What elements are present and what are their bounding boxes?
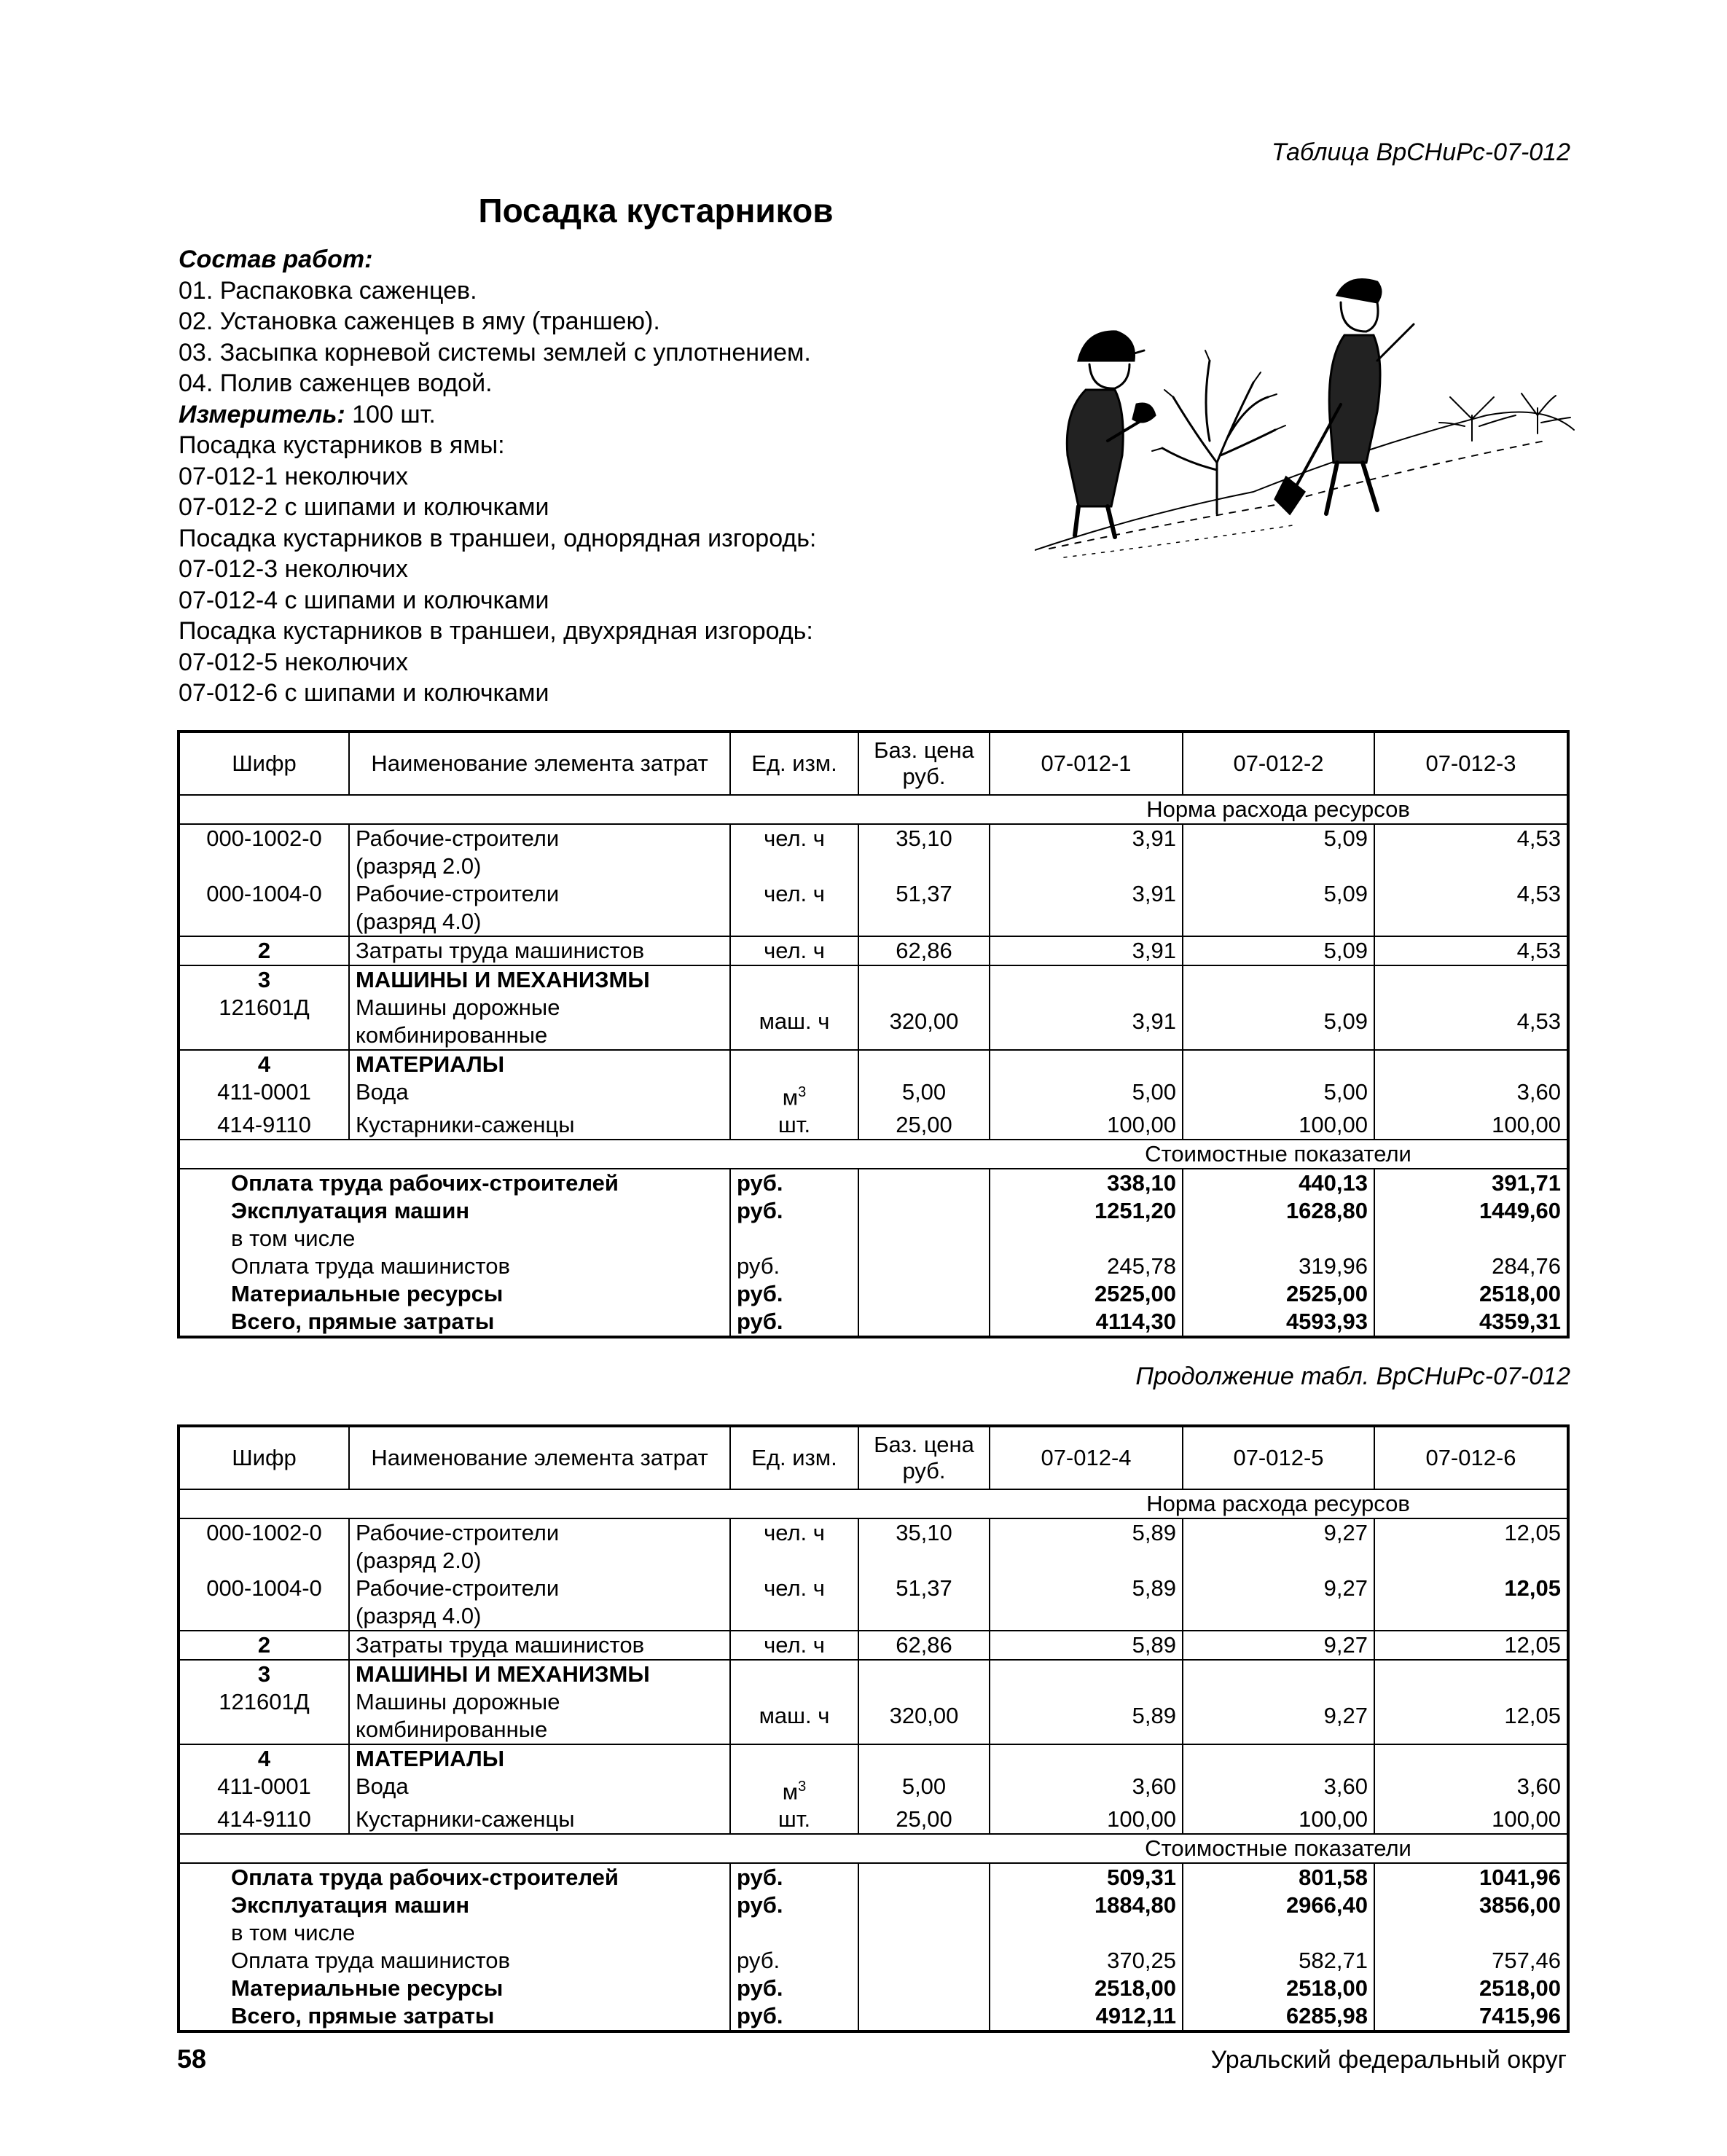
cost-row [179, 1253, 1568, 1280]
resource-code: 000-1002-0 [206, 1520, 322, 1545]
continuation-reference: Продолжение табл. ВрСНиРс-07-012 [1135, 1363, 1570, 1390]
col-header-price: Баз. цена руб. [858, 732, 990, 795]
value-cell: 2525,00 [990, 1280, 1183, 1308]
resource-name: Затраты труда машинистов [349, 1631, 730, 1660]
col-header-name: Наименование элемента затрат [349, 1426, 730, 1489]
resource-unit: чел. ч [730, 824, 858, 880]
table-row [179, 1806, 1568, 1834]
resource-price: 62,86 [858, 936, 990, 965]
cost-label: Всего, прямые затраты [231, 2003, 495, 2029]
resource-unit: чел. ч [730, 936, 858, 965]
value-cell: 9,27 [1183, 1518, 1374, 1575]
resource-unit: чел. ч [730, 1575, 858, 1631]
cost-unit: руб. [730, 1308, 858, 1337]
col-header-code: Шифр [179, 732, 349, 795]
col-header-variant: 07-012-4 [990, 1426, 1183, 1489]
table-row [179, 1518, 1568, 1575]
col-header-price: Баз. цена руб. [858, 1426, 990, 1489]
value-cell: 4593,93 [1183, 1308, 1374, 1337]
value-cell: 3,91 [990, 880, 1183, 936]
section-code: 3 [257, 967, 271, 992]
table-row [179, 936, 1568, 965]
value-cell: 7415,96 [1374, 2002, 1568, 2031]
table-row [179, 1744, 1568, 1773]
value-cell: 5,89 [990, 1688, 1183, 1744]
norm-section-label: Норма расхода ресурсов [990, 795, 1568, 824]
table-row [179, 1631, 1568, 1660]
cost-unit: руб. [730, 1280, 858, 1308]
value-cell: 582,71 [1183, 1947, 1374, 1975]
work-description [179, 244, 816, 709]
value-cell: 2525,00 [1183, 1280, 1374, 1308]
value-cell: 6285,98 [1183, 2002, 1374, 2031]
table-row [179, 1111, 1568, 1140]
value-cell: 100,00 [1374, 1111, 1568, 1140]
cost-row [179, 1892, 1568, 1919]
table-header-row [179, 1426, 1568, 1489]
variant-line: 07-012-2 с шипами и колючками [179, 493, 549, 521]
cost-label: Оплата труда рабочих-строителей [231, 1170, 619, 1196]
resource-name: Кустарники-саженцы [349, 1111, 730, 1140]
value-cell: 5,89 [990, 1631, 1183, 1660]
meter-label: Измеритель: [179, 400, 345, 428]
unit-exponent: 3 [798, 1084, 807, 1100]
cost-row [179, 1225, 1568, 1253]
value-cell: 2518,00 [1374, 1280, 1568, 1308]
col-header-code: Шифр [179, 1426, 349, 1489]
meter-line [179, 399, 816, 431]
resource-code: 414-9110 [217, 1112, 311, 1138]
value-cell: 1449,60 [1374, 1197, 1568, 1225]
resource-price: 35,10 [858, 824, 990, 880]
cost-row [179, 1169, 1568, 1197]
value-cell: 12,05 [1374, 1631, 1568, 1660]
resource-name [349, 994, 730, 1050]
variant-line: 07-012-4 с шипами и колючками [179, 586, 549, 614]
variant-line: 07-012-3 неколючих [179, 555, 408, 583]
name-line: комбинированные [356, 1717, 548, 1742]
table-row [179, 880, 1568, 936]
value-cell: 284,76 [1374, 1253, 1568, 1280]
name-line: (разряд 2.0) [356, 853, 482, 879]
col-header-variant: 07-012-6 [1374, 1426, 1568, 1489]
value-cell: 5,89 [990, 1518, 1183, 1575]
value-cell: 1041,96 [1374, 1863, 1568, 1892]
table-row [179, 994, 1568, 1050]
table-row [179, 965, 1568, 994]
page-title: Посадка кустарников [478, 192, 834, 230]
cost-unit: руб. [730, 1197, 858, 1225]
table-row [179, 1773, 1568, 1806]
resource-price: 5,00 [858, 1078, 990, 1111]
meter-value: 100 шт. [345, 400, 436, 428]
value-cell: 100,00 [1183, 1806, 1374, 1834]
resource-code: 411-0001 [217, 1079, 311, 1105]
cost-section-label: Стоимостные показатели [990, 1834, 1568, 1863]
cost-row [179, 1308, 1568, 1337]
name-line: Рабочие-строители [356, 1520, 560, 1545]
work-step: 02. Установка саженцев в яму (траншею). [179, 307, 660, 335]
resource-name [349, 1688, 730, 1744]
value-cell: 3,91 [990, 936, 1183, 965]
col-header-name: Наименование элемента затрат [349, 732, 730, 795]
value-cell: 801,58 [1183, 1863, 1374, 1892]
cost-row [179, 1975, 1568, 2002]
cost-row [179, 2002, 1568, 2031]
cost-label: Материальные ресурсы [231, 1281, 504, 1307]
value-cell: 5,09 [1183, 994, 1374, 1050]
col-header-variant: 07-012-2 [1183, 732, 1374, 795]
resource-unit: шт. [730, 1111, 858, 1140]
resource-unit: маш. ч [730, 994, 858, 1050]
resource-unit [730, 1773, 858, 1806]
cost-row [179, 1863, 1568, 1892]
value-cell: 3,91 [990, 824, 1183, 880]
resource-price: 25,00 [858, 1111, 990, 1140]
resource-code: 411-0001 [217, 1773, 311, 1799]
table-row [179, 1050, 1568, 1078]
name-line: Рабочие-строители [356, 826, 560, 851]
cost-label: Всего, прямые затраты [231, 1309, 495, 1335]
table-row [179, 824, 1568, 880]
resource-name: Затраты труда машинистов [349, 936, 730, 965]
table-row [179, 1660, 1568, 1688]
value-cell: 12,05 [1374, 1575, 1568, 1631]
value-cell: 1884,80 [990, 1892, 1183, 1919]
work-step: 01. Распаковка саженцев. [179, 276, 477, 305]
cost-unit: руб. [730, 1169, 858, 1197]
value-cell: 1251,20 [990, 1197, 1183, 1225]
variant-line: Посадка кустарников в траншеи, однорядная изгородь: [179, 524, 817, 552]
resource-code: 2 [257, 1632, 271, 1658]
value-cell: 3,60 [1374, 1078, 1568, 1111]
cost-row [179, 1280, 1568, 1308]
resource-unit [730, 1078, 858, 1111]
cost-section-label: Стоимостные показатели [990, 1140, 1568, 1169]
value-cell: 100,00 [990, 1111, 1183, 1140]
value-cell: 757,46 [1374, 1947, 1568, 1975]
cost-unit: руб. [730, 2002, 858, 2031]
value-cell: 5,00 [1183, 1078, 1374, 1111]
variant-line: Посадка кустарников в ямы: [179, 431, 505, 459]
footer-district: Уральский федеральный округ [1210, 2046, 1567, 2074]
resource-price: 51,37 [858, 880, 990, 936]
value-cell: 1628,80 [1183, 1197, 1374, 1225]
resource-unit: маш. ч [730, 1688, 858, 1744]
value-cell: 4,53 [1374, 824, 1568, 880]
resource-code: 414-9110 [217, 1806, 311, 1832]
resource-price: 35,10 [858, 1518, 990, 1575]
value-cell: 2518,00 [1374, 1975, 1568, 2002]
resource-unit: шт. [730, 1806, 858, 1834]
col-header-variant: 07-012-3 [1374, 732, 1568, 795]
value-cell: 3,60 [1374, 1773, 1568, 1806]
cost-label: Оплата труда машинистов [231, 1253, 510, 1279]
resource-price: 51,37 [858, 1575, 990, 1631]
resource-name: Вода [349, 1078, 730, 1111]
table-reference: Таблица ВрСНиРс-07-012 [1271, 138, 1570, 166]
resource-name [349, 1518, 730, 1575]
cost-row [179, 1947, 1568, 1975]
cost-unit: руб. [730, 1253, 858, 1280]
resource-unit: чел. ч [730, 880, 858, 936]
variant-line: 07-012-5 неколючих [179, 648, 408, 676]
value-cell: 5,89 [990, 1575, 1183, 1631]
value-cell: 5,09 [1183, 880, 1374, 936]
resource-code: 121601Д [219, 1689, 310, 1714]
table-header-row [179, 732, 1568, 795]
section-code: 3 [257, 1661, 271, 1687]
value-cell: 3,60 [1183, 1773, 1374, 1806]
col-header-variant: 07-012-5 [1183, 1426, 1374, 1489]
unit-exponent: 3 [798, 1779, 807, 1795]
resource-price: 5,00 [858, 1773, 990, 1806]
value-cell: 5,00 [990, 1078, 1183, 1111]
cost-sub-label: в том числе [231, 1226, 356, 1252]
value-cell: 9,27 [1183, 1688, 1374, 1744]
section-row [179, 1140, 1568, 1169]
col-header-variant: 07-012-1 [990, 732, 1183, 795]
section-name: МАТЕРИАЛЫ [349, 1744, 730, 1773]
resource-code: 000-1004-0 [206, 1575, 322, 1601]
table-row [179, 1575, 1568, 1631]
variant-line: 07-012-1 неколючих [179, 462, 408, 490]
value-cell: 12,05 [1374, 1518, 1568, 1575]
resource-unit: чел. ч [730, 1518, 858, 1575]
value-cell: 3,91 [990, 994, 1183, 1050]
resources-table-1 [177, 730, 1570, 1338]
resource-code: 000-1004-0 [206, 881, 322, 906]
value-cell: 9,27 [1183, 1575, 1374, 1631]
value-cell: 4,53 [1374, 936, 1568, 965]
work-step: 04. Полив саженцев водой. [179, 369, 493, 397]
value-cell: 5,09 [1183, 936, 1374, 965]
cost-unit: руб. [730, 1947, 858, 1975]
resource-price: 62,86 [858, 1631, 990, 1660]
cost-label: Оплата труда рабочих-строителей [231, 1865, 619, 1891]
section-name: МАШИНЫ И МЕХАНИЗМЫ [349, 1660, 730, 1688]
resource-price: 320,00 [858, 994, 990, 1050]
section-name: МАТЕРИАЛЫ [349, 1050, 730, 1078]
name-line: Рабочие-строители [356, 1575, 560, 1601]
value-cell: 2966,40 [1183, 1892, 1374, 1919]
col-header-unit: Ед. изм. [730, 732, 858, 795]
value-cell: 319,96 [1183, 1253, 1374, 1280]
value-cell: 2518,00 [1183, 1975, 1374, 2002]
section-row [179, 1834, 1568, 1863]
cost-row [179, 1197, 1568, 1225]
cost-label: Материальные ресурсы [231, 1975, 504, 2002]
value-cell: 100,00 [990, 1806, 1183, 1834]
value-cell: 440,13 [1183, 1169, 1374, 1197]
value-cell: 2518,00 [990, 1975, 1183, 2002]
gardeners-illustration [1035, 273, 1589, 565]
value-cell: 5,09 [1183, 824, 1374, 880]
cost-label: Эксплуатация машин [231, 1892, 470, 1918]
resource-code: 2 [257, 938, 271, 963]
value-cell: 9,27 [1183, 1631, 1374, 1660]
value-cell: 3,60 [990, 1773, 1183, 1806]
value-cell: 4359,31 [1374, 1308, 1568, 1337]
resource-name: Вода [349, 1773, 730, 1806]
resource-name [349, 1575, 730, 1631]
name-line: (разряд 2.0) [356, 1548, 482, 1573]
cost-unit: руб. [730, 1975, 858, 2002]
value-cell: 4912,11 [990, 2002, 1183, 2031]
value-cell: 4,53 [1374, 880, 1568, 936]
variant-line: Посадка кустарников в траншеи, двухрядная изгородь: [179, 617, 813, 645]
value-cell: 509,31 [990, 1863, 1183, 1892]
value-cell: 4114,30 [990, 1308, 1183, 1337]
col-header-unit: Ед. изм. [730, 1426, 858, 1489]
composition-header: Состав работ: [179, 246, 373, 273]
variant-line: 07-012-6 с шипами и колючками [179, 679, 549, 707]
cost-unit: руб. [730, 1892, 858, 1919]
cost-row [179, 1919, 1568, 1947]
section-code: 4 [257, 1051, 271, 1077]
section-code: 4 [257, 1746, 271, 1771]
name-line: Машины дорожные [356, 1689, 560, 1714]
name-line: Рабочие-строители [356, 881, 560, 906]
value-cell: 100,00 [1183, 1111, 1374, 1140]
footer-divider [177, 2030, 1567, 2032]
resource-price: 25,00 [858, 1806, 990, 1834]
value-cell: 370,25 [990, 1947, 1183, 1975]
resource-unit: чел. ч [730, 1631, 858, 1660]
value-cell: 4,53 [1374, 994, 1568, 1050]
value-cell: 391,71 [1374, 1169, 1568, 1197]
cost-unit: руб. [730, 1863, 858, 1892]
resource-code: 000-1002-0 [206, 826, 322, 851]
value-cell: 3856,00 [1374, 1892, 1568, 1919]
section-name: МАШИНЫ И МЕХАНИЗМЫ [349, 965, 730, 994]
resource-name: Кустарники-саженцы [349, 1806, 730, 1834]
work-step: 03. Засыпка корневой системы землей с уплотнением. [179, 338, 811, 366]
unit-base: м [782, 1779, 799, 1805]
resource-price: 320,00 [858, 1688, 990, 1744]
name-line: (разряд 4.0) [356, 909, 482, 934]
value-cell: 245,78 [990, 1253, 1183, 1280]
value-cell: 12,05 [1374, 1688, 1568, 1744]
resource-code: 121601Д [219, 995, 310, 1020]
value-cell: 100,00 [1374, 1806, 1568, 1834]
cost-label: Оплата труда машинистов [231, 1948, 510, 1974]
name-line: (разряд 4.0) [356, 1603, 482, 1628]
resource-name [349, 824, 730, 880]
table-row [179, 1078, 1568, 1111]
table-row [179, 1688, 1568, 1744]
name-line: комбинированные [356, 1022, 548, 1048]
section-row [179, 795, 1568, 824]
unit-base: м [782, 1084, 799, 1110]
section-row [179, 1489, 1568, 1518]
resource-name [349, 880, 730, 936]
value-cell: 338,10 [990, 1169, 1183, 1197]
resources-table-2 [177, 1424, 1570, 2033]
page-number: 58 [177, 2044, 207, 2074]
cost-sub-label: в том числе [231, 1920, 356, 1946]
name-line: Машины дорожные [356, 995, 560, 1020]
cost-label: Эксплуатация машин [231, 1198, 470, 1224]
norm-section-label: Норма расхода ресурсов [990, 1489, 1568, 1518]
